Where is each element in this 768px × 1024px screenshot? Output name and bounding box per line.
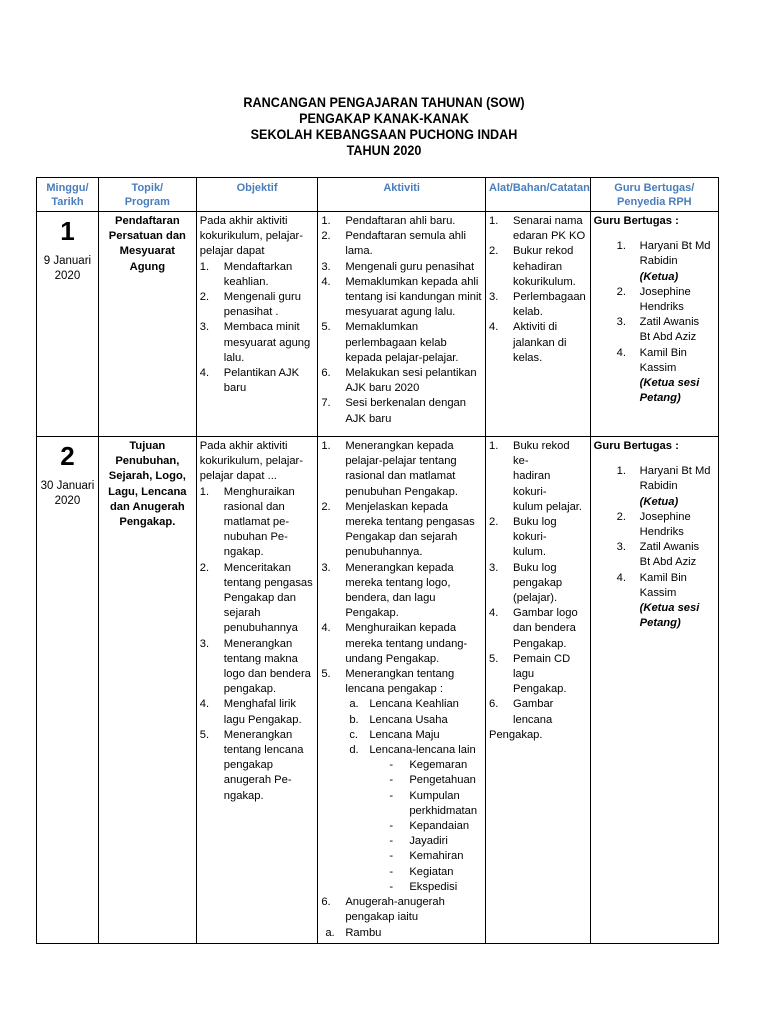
activity-cell	[318, 212, 486, 437]
objective-line: baru	[223, 382, 247, 395]
activity-line: kepada pelajar-pelajar.	[345, 351, 459, 364]
activity-line: Pengakap.	[345, 607, 399, 620]
other-badge-item	[341, 819, 482, 834]
topic-cell	[98, 437, 196, 944]
activity-item	[321, 260, 482, 275]
materials-line: jalankan di	[513, 336, 567, 349]
objective-line: sejarah	[223, 607, 261, 620]
topic-line: Lagu, Lencana	[108, 485, 187, 498]
materials-item	[489, 439, 587, 515]
materials-line: Pengakap.	[513, 637, 567, 650]
activity-line: lencana pengakap :	[345, 683, 443, 696]
objective-list	[200, 260, 315, 397]
objective-line: pengakap	[223, 759, 273, 772]
objective-line: anugerah Pe-	[223, 774, 292, 787]
objective-line: mesyuarat agung	[223, 336, 311, 349]
materials-line: lagu Pengakap.	[513, 668, 567, 696]
teacher-name: 1. Haryani Bt Md	[639, 465, 711, 478]
date-line: 9 Januari	[43, 255, 92, 267]
header-topik: Topik/ Program	[98, 178, 196, 212]
table-header-row	[37, 178, 719, 212]
activity-line: 6. Anugerah-anugerah	[345, 896, 445, 909]
objective-item	[200, 290, 315, 320]
objective-line: tentang lencana	[223, 744, 304, 757]
materials-line: lencana	[513, 713, 553, 726]
activity-line: Pengakap dan sejarah	[345, 531, 458, 544]
activity-line: bendera, dan lagu	[345, 592, 436, 605]
title-line: PENGAKAP KANAK-KANAK	[299, 110, 469, 126]
activity-item	[321, 396, 482, 426]
teacher-name: Kassim	[639, 586, 677, 599]
week-number: 1	[60, 216, 75, 246]
award-label: a. Rambu	[345, 926, 382, 939]
objective-intro: Pada akhir aktiviti	[199, 215, 288, 227]
activity-line: 7. Sesi berkenalan dengan	[345, 397, 466, 410]
topic-line: Penubuhan,	[115, 455, 180, 468]
objective-line: 4. Menghafal lirik	[223, 698, 296, 711]
week-number: 2	[60, 441, 75, 471]
objective-line: tentang makna	[223, 652, 298, 665]
activity-line: 5. Menerangkan tentang	[345, 668, 455, 681]
objective-item	[200, 260, 315, 290]
week-cell	[37, 437, 99, 944]
activity-line: 5. Memaklumkan	[345, 321, 419, 334]
materials-item	[489, 290, 587, 320]
badge-list	[345, 697, 482, 895]
activity-item	[321, 275, 482, 321]
badge-item	[345, 743, 482, 895]
teacher-item	[594, 285, 715, 315]
objective-line: rasional dan	[223, 500, 285, 513]
week-cell	[37, 212, 99, 437]
objective-line: 3. Membaca minit	[223, 321, 300, 334]
teacher-name: Rabidin	[639, 255, 678, 268]
date-line: 2020	[54, 270, 81, 282]
topic-line: Agung	[129, 260, 166, 273]
objective-line: Pengakap dan	[223, 592, 296, 605]
materials-line: 1. Buku rekod ke-	[513, 440, 570, 468]
materials-item	[489, 244, 587, 290]
materials-list	[489, 439, 587, 728]
materials-cell	[486, 212, 591, 437]
activity-line: AJK baru 2020	[345, 382, 420, 395]
objective-line: lalu.	[223, 351, 245, 364]
objective-line: 5. Menerangkan	[223, 728, 293, 741]
title-line: RANCANGAN PENGAJARAN TAHUNAN (SOW)	[243, 94, 525, 110]
materials-line: kulum.	[513, 546, 546, 559]
header-minggu: Minggu/ Tarikh	[37, 178, 99, 212]
activity-item	[321, 667, 482, 895]
objective-intro: pelajar dapat	[199, 245, 265, 258]
table-row	[37, 212, 719, 437]
materials-line: hadiran kokuri-	[513, 470, 551, 498]
guru-cell	[590, 212, 718, 437]
objective-item	[200, 366, 315, 396]
materials-cell	[486, 437, 591, 944]
materials-line: dan bendera	[513, 622, 576, 635]
teacher-name: Bt Abd Aziz	[639, 331, 697, 344]
other-badge-line: - Pengetahuan	[409, 774, 476, 787]
teacher-role: (Ketua)	[639, 495, 679, 508]
activity-cell	[318, 437, 486, 944]
badge-item	[345, 713, 482, 728]
teacher-name: 4. Kamil Bin	[639, 346, 687, 359]
teacher-item	[594, 571, 715, 632]
other-badge-line: - Kumpulan	[409, 789, 460, 802]
activity-item	[321, 561, 482, 622]
topic-line: Sejarah, Logo,	[108, 470, 186, 483]
objective-line: 2. Mengenali guru	[223, 291, 301, 304]
topic-line: Pendaftaran	[115, 215, 180, 227]
objective-line: 4. Pelantikan AJK	[223, 367, 300, 380]
award-list	[321, 926, 482, 941]
teacher-item	[594, 510, 715, 540]
materials-line: edaran PK KO	[513, 230, 586, 243]
teacher-name: Hendriks	[639, 526, 684, 539]
activity-line: 2. Pendaftaran semula ahli	[345, 230, 466, 243]
document-title	[38, 94, 729, 158]
badge-label: a. Lencana Keahlian	[369, 698, 459, 711]
materials-item	[489, 697, 587, 727]
activity-line: mereka tentang undang-	[345, 637, 468, 650]
activity-line: 1. Pendaftaran ahli baru.	[345, 215, 456, 227]
topic-line: Persatuan dan	[108, 230, 186, 243]
objective-line: nubuhan Pe-	[223, 531, 288, 544]
date-line: 30 Januari	[40, 480, 95, 492]
teacher-name: 1. Haryani Bt Md	[639, 240, 711, 253]
guru-label: Guru Bertugas :	[593, 440, 679, 452]
materials-line: kehadiran	[513, 260, 563, 273]
activity-item	[321, 214, 482, 229]
objective-item	[200, 637, 315, 698]
materials-tail: Pengakap.	[489, 728, 543, 741]
teacher-item	[594, 540, 715, 570]
objective-line: tentang pengasas	[223, 576, 313, 589]
objective-item	[200, 697, 315, 727]
header-guru: Guru Bertugas/ Penyedia RPH	[590, 178, 718, 212]
activity-line: mereka tentang pengasas	[345, 516, 475, 529]
badge-item	[345, 697, 482, 712]
objective-line: lagu Pengakap.	[223, 713, 302, 726]
header-alat: Alat/Bahan/Catatan	[486, 178, 591, 212]
other-badge-line: - Kepandaian	[409, 820, 470, 833]
objective-cell	[196, 212, 318, 437]
activity-list	[321, 214, 482, 427]
objective-item	[200, 485, 315, 561]
objective-cell	[196, 437, 318, 944]
objective-line: ngakap.	[223, 789, 264, 802]
guru-label: Guru Bertugas :	[593, 215, 679, 227]
guru-cell	[590, 437, 718, 944]
topic-line: Pengakap.	[119, 516, 176, 529]
activity-line: perlembagaan kelab	[345, 336, 447, 349]
objective-item	[200, 320, 315, 366]
materials-line: 1. Senarai nama	[513, 215, 583, 227]
objective-line: ngakap.	[223, 546, 264, 559]
objective-line: matlamat pe-	[223, 516, 290, 529]
objective-item	[200, 561, 315, 637]
other-badge-line: perkhidmatan	[409, 804, 478, 817]
badge-label: c. Lencana Maju	[369, 728, 440, 741]
activity-line: 6. Melakukan sesi pelantikan	[345, 367, 477, 380]
materials-item	[489, 515, 587, 561]
activity-item	[321, 621, 482, 667]
teacher-role: Petang)	[639, 617, 681, 630]
teacher-item	[594, 315, 715, 345]
topic-line: dan Anugerah	[109, 500, 185, 513]
activity-line: pengakap iaitu	[345, 911, 419, 924]
materials-line: (pelajar).	[513, 592, 558, 605]
title-line: SEKOLAH KEBANGSAAN PUCHONG INDAH	[250, 126, 518, 142]
activity-item	[321, 366, 482, 396]
header-aktiviti: Aktiviti	[318, 178, 486, 212]
objective-line: 1. Menghuraikan	[223, 485, 295, 498]
teacher-name: 2. Josephine	[639, 285, 691, 298]
award-item	[321, 926, 482, 941]
objective-intro: Pada akhir aktiviti	[199, 440, 288, 452]
objective-line: pengakap.	[223, 683, 277, 696]
materials-item	[489, 320, 587, 366]
teacher-role: (Ketua)	[639, 270, 679, 283]
activity-item	[321, 229, 482, 259]
activity-line: mesyuarat agung lalu.	[345, 306, 456, 319]
objective-line: penubuhannya	[223, 622, 298, 635]
objective-line: penasihat .	[223, 306, 279, 319]
table-row	[37, 437, 719, 944]
objective-intro: pelajar dapat ...	[199, 470, 277, 483]
activity-line: penubuhannya.	[345, 546, 423, 559]
materials-line: 2. Bukur rekod	[513, 245, 574, 258]
other-badge-item	[341, 758, 482, 773]
objective-intro: kokurikulum, pelajar-	[199, 455, 304, 468]
materials-line: 2. Buku log kokuri-	[513, 516, 557, 544]
materials-list	[489, 214, 587, 366]
teacher-name: 2. Josephine	[639, 510, 691, 523]
teacher-item	[594, 346, 715, 407]
activity-line: 3. Menerangkan kepada	[345, 561, 454, 574]
materials-line: 4. Gambar logo	[513, 607, 578, 620]
activity-line: penubuhan Pengakap.	[345, 485, 458, 498]
other-badge-line: - Jayadiri	[409, 835, 448, 848]
activity-line: 2. Menjelaskan kepada	[345, 500, 448, 513]
activity-line: tentang isi kandungan minit	[345, 291, 482, 304]
other-badge-item	[341, 849, 482, 864]
other-badge-item	[341, 865, 482, 880]
activity-item	[321, 320, 482, 366]
teacher-role: (Ketua sesi	[639, 602, 700, 615]
objective-line: keahlian.	[223, 275, 269, 288]
objective-line: 1. Mendaftarkan	[223, 260, 293, 273]
activity-item	[321, 500, 482, 561]
badge-label: b. Lencana Usaha	[369, 713, 448, 726]
date-line: 2020	[54, 495, 81, 507]
materials-item	[489, 561, 587, 607]
materials-line: kokurikulum.	[513, 275, 576, 288]
objective-list	[200, 485, 315, 804]
activity-line: rasional dan matlamat	[345, 470, 456, 483]
materials-line: 4. Aktiviti di	[513, 321, 558, 334]
activity-line: lama.	[345, 245, 373, 258]
materials-line: 3. Buku log	[513, 561, 557, 574]
other-badge-list	[369, 758, 482, 895]
other-badge-item	[341, 789, 482, 819]
other-badge-item	[341, 880, 482, 895]
materials-item	[489, 606, 587, 652]
teacher-name: 3. Zatil Awanis	[639, 541, 700, 554]
teacher-item	[594, 239, 715, 285]
teacher-name: Bt Abd Aziz	[639, 556, 697, 569]
materials-line: 3. Perlembagaan	[513, 291, 586, 304]
other-badge-item	[341, 834, 482, 849]
materials-line: kulum pelajar.	[513, 500, 583, 513]
activity-line: 3. Mengenali guru penasihat	[345, 260, 475, 273]
teacher-role: (Ketua sesi	[639, 377, 700, 390]
materials-line: kelab.	[513, 306, 543, 319]
materials-line: kelas.	[513, 351, 543, 364]
activity-line: 4. Menghuraikan kepada	[345, 622, 457, 635]
teacher-name: Kassim	[639, 361, 677, 374]
teacher-name: 4. Kamil Bin	[639, 571, 687, 584]
materials-item	[489, 214, 587, 244]
teacher-item	[594, 464, 715, 510]
materials-line: 5. Pemain CD	[513, 652, 571, 665]
sow-table	[36, 177, 719, 944]
other-badge-line: - Kemahiran	[409, 850, 464, 863]
activity-line: mereka tentang logo,	[345, 576, 451, 589]
activity-line: 1. Menerangkan kepada	[345, 440, 454, 452]
header-objektif: Objektif	[196, 178, 318, 212]
activity-line: AJK baru	[345, 412, 392, 425]
topic-cell	[98, 212, 196, 437]
activity-list	[321, 439, 482, 941]
teacher-role: Petang)	[639, 392, 681, 405]
activity-item	[321, 439, 482, 500]
week-date	[40, 479, 95, 509]
teacher-list	[594, 464, 715, 631]
materials-line: pengakap	[513, 576, 563, 589]
other-badge-line: - Kegemaran	[409, 759, 468, 772]
badge-label: d. Lencana-lencana lain	[369, 744, 476, 757]
objective-item	[200, 728, 315, 804]
teacher-name: Rabidin	[639, 480, 678, 493]
activity-line: undang Pengakap.	[345, 652, 440, 665]
title-line: TAHUN 2020	[346, 142, 422, 158]
teacher-list	[594, 239, 715, 406]
topic-line: Tujuan	[129, 440, 166, 452]
objective-line: logo dan bendera	[223, 668, 311, 681]
other-badge-item	[341, 773, 482, 788]
objective-intro: kokurikulum, pelajar-	[199, 230, 304, 243]
teacher-name: Hendriks	[639, 301, 684, 314]
badge-item	[345, 728, 482, 743]
topic-line: Mesyuarat	[119, 245, 176, 258]
teacher-name: 3. Zatil Awanis	[639, 316, 700, 329]
other-badge-line: - Kegiatan	[409, 865, 454, 878]
materials-line: 6. Gambar	[513, 698, 554, 711]
activity-line: 4. Memaklumkan kepada ahli	[345, 275, 479, 288]
activity-item	[321, 895, 482, 941]
objective-line: 3. Menerangkan	[223, 637, 293, 650]
objective-line: 2. Menceritakan	[223, 561, 291, 574]
activity-line: pelajar-pelajar tentang	[345, 455, 457, 468]
materials-item	[489, 652, 587, 698]
other-badge-line: - Ekspedisi	[409, 880, 458, 893]
week-date	[40, 254, 95, 284]
